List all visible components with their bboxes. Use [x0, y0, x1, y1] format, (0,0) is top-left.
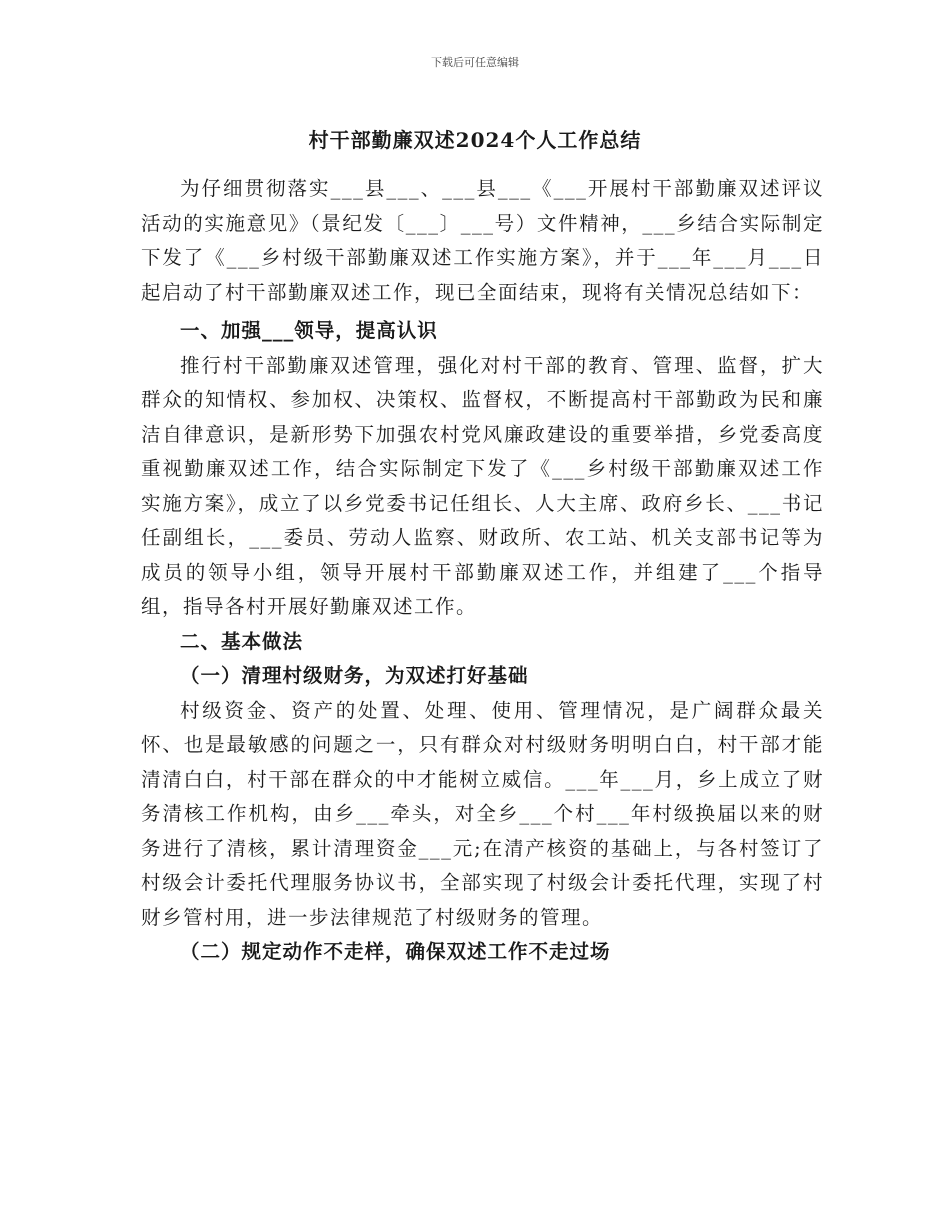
section-1-heading: 一、加强___领导，提高认识: [180, 319, 438, 342]
document-title: 村干部勤廉双述2024个人工作总结: [308, 128, 642, 152]
intro-paragraph: 为仔细贯彻落实___县___、___县___《___开展村干部勤廉双述评议活动的实施意见》（景纪发〔___〕___号）文件精神，___乡结合实际制定下发了《___乡村级干部勤廉双述工作实施方案》，并于___年___月___日起启动了村干部勤廉双述工作，现已全面结束，现将有关情况总结如下：: [141, 177, 824, 304]
document-body: [141, 172, 824, 970]
subsection-2-heading: （二）规定动作不走样，确保双述工作不走过场: [180, 940, 611, 963]
header-note: 下载后可任意编辑: [431, 56, 519, 69]
subsection-1-paragraph: 村级资金、资产的处置、处理、使用、管理情况，是广阔群众最关怀、也是最敏感的问题之一，只有群众对村级财务明明白白，村干部才能清清白白，村干部在群众的中才能树立威信。___年___月，乡上成立了财务清核工作机构，由乡___牵头，对全乡___个村___年村级换届以来的财务进行了清核，累计清理资金___元;在清产核资的基础上，与各村签订了村级会计委托代理服务协议书，全部实现了村级会计委托代理，实现了村财乡管村用，进一步法律规范了村级财务的管理。: [141, 698, 824, 929]
subsection-1-heading: （一）清理村级财务，为双述打好基础: [180, 664, 529, 687]
section-1-paragraph: 推行村干部勤廉双述管理，强化对村干部的教育、管理、监督，扩大群众的知情权、参加权、决策权、监督权，不断提高村干部勤政为民和廉洁自律意识，是新形势下加强农村党风廉政建设的重要举措，乡党委高度重视勤廉双述工作，结合实际制定下发了《___乡村级干部勤廉双述工作实施方案》，成立了以乡党委书记任组长、人大主席、政府乡长、___书记任副组长，___委员、劳动人监察、财政所、农工站、机关支部书记等为成员的领导小组，领导开展村干部勤廉双述工作，并组建了___个指导组，指导各村开展好勤廉双述工作。: [141, 353, 824, 618]
section-2-heading: 二、基本做法: [180, 629, 304, 653]
